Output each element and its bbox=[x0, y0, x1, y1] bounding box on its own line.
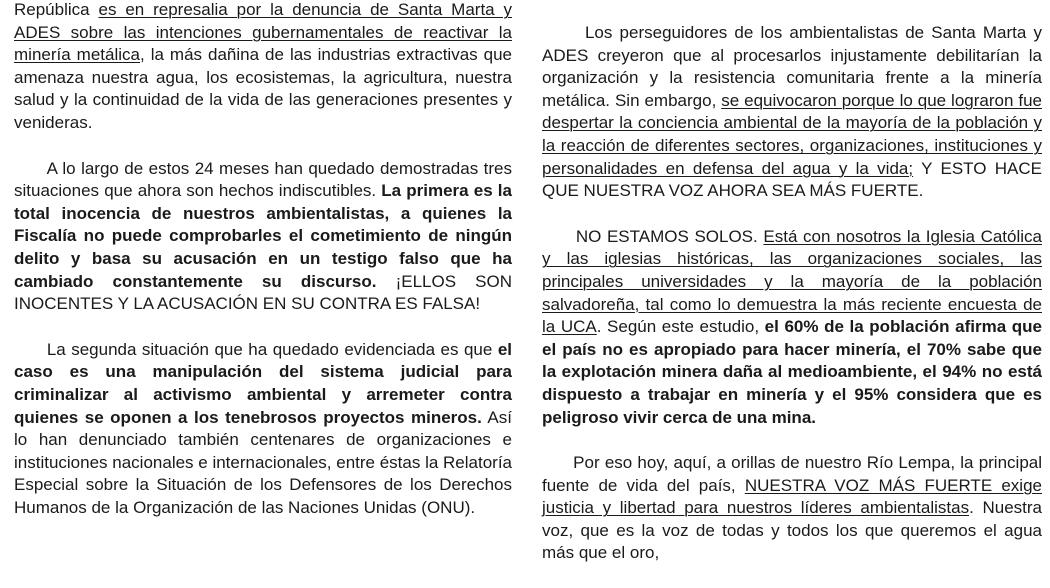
right-column bbox=[542, 0, 1042, 588]
text-run: NO ESTAMOS SOLOS. bbox=[575, 226, 764, 246]
left-column bbox=[14, 0, 512, 542]
text-run: La segunda situación que ha quedado evidenciada es que bbox=[46, 339, 498, 359]
underlined-text: se equivocaron porque lo que lograron fue despertar la conciencia ambiental de la mayoría de la población y la reacción de diferentes sectores, organizaciones, instituciones y personalidades en defensa del agua y la vida; bbox=[542, 90, 1042, 178]
text-run: . Nuestra voz, que es la voz de todas y todos los que queremos el agua más que el oro, bbox=[542, 498, 1042, 563]
underlined-text: Está con nosotros la Iglesia Católica y las iglesias históricas, las organizaciones sociales, las principales universidades y la mayoría de la población salvadoreña, tal como lo demuestra la más reciente encuesta de la UCA bbox=[542, 226, 1042, 337]
text-run: A lo largo de estos 24 meses han quedado demostradas tres situaciones que ahora son hechos indiscutibles. bbox=[14, 158, 512, 201]
text-run: Por eso hoy, aquí, a orillas de nuestro Río Lempa, la principal fuente de vida del país, bbox=[542, 453, 1043, 495]
paragraph-perseguidores bbox=[542, 22, 1042, 203]
text-run: República bbox=[14, 0, 99, 19]
text-run: Y ESTO HACE QUE NUESTRA VOZ AHORA SEA MÁS FUERTE. bbox=[542, 158, 1043, 201]
bold-text: el 60% de la población afirma que el país no es apropiado para hacer minería, el 70% sabe que la explotación minera daña al medioambiente, el 94% no está dispuesto a trabajar en minería y el 95% considera que es peligroso vivir cerca de una mina. bbox=[542, 317, 1042, 427]
bold-text: La primera es la total inocencia de nuestros ambientalistas, a quienes la Fiscalía no puede comprobarles el cometimiento de ningún delito y basa su acusación en un testigo falso que ha cambiado constantemente su discurso. bbox=[14, 181, 512, 291]
underlined-text: NUESTRA VOZ MÁS FUERTE exige justicia y libertad para nuestros líderes ambientalistas bbox=[542, 475, 1042, 518]
text-run: Los perseguidores de los ambientalistas de Santa Marta y ADES creyeron que al procesarlos injustamente debilitarían la organización y la resistencia comunitaria frente a la minería metálica. Sin embargo, bbox=[542, 23, 1042, 110]
text-run: ¡ELLOS SON INOCENTES Y LA ACUSACIÓN EN SU CONTRA ES FALSA! bbox=[14, 271, 512, 314]
text-run: , la más dañina de las industrias extractivas que amenaza nuestra agua, los ecosistemas, la agricultura, nuestra salud y la continuidad de la vida de las generaciones presentes y venideras. bbox=[14, 45, 512, 132]
underlined-text: es en represalia por la denuncia de Santa Marta y ADES sobre las intenciones gubernamentales de reactivar la minería metálica bbox=[14, 0, 512, 65]
text-run: Así lo han denunciado también centenares de organizaciones e instituciones nacionales e internacionales, entre éstas la Relatoría Especial sobre la Situación de los Defensores de los Derechos Humanos de la Organización de las Naciones Unidas (ONU). bbox=[14, 407, 513, 517]
paragraph-no-estamos-solos bbox=[542, 226, 1042, 429]
paragraph-por-eso-hoy bbox=[542, 452, 1042, 565]
text-run: . Según este estudio, bbox=[596, 317, 765, 337]
paragraph-represalia bbox=[14, 0, 512, 135]
paragraph-segunda-situacion bbox=[14, 339, 512, 520]
paragraph-24-meses bbox=[14, 158, 512, 316]
bold-text: el caso es una manipulación del sistema judicial para criminalizar al activismo ambiental y arremeter contra quienes se oponen a los tenebrosos proyectos mineros. bbox=[14, 339, 512, 427]
